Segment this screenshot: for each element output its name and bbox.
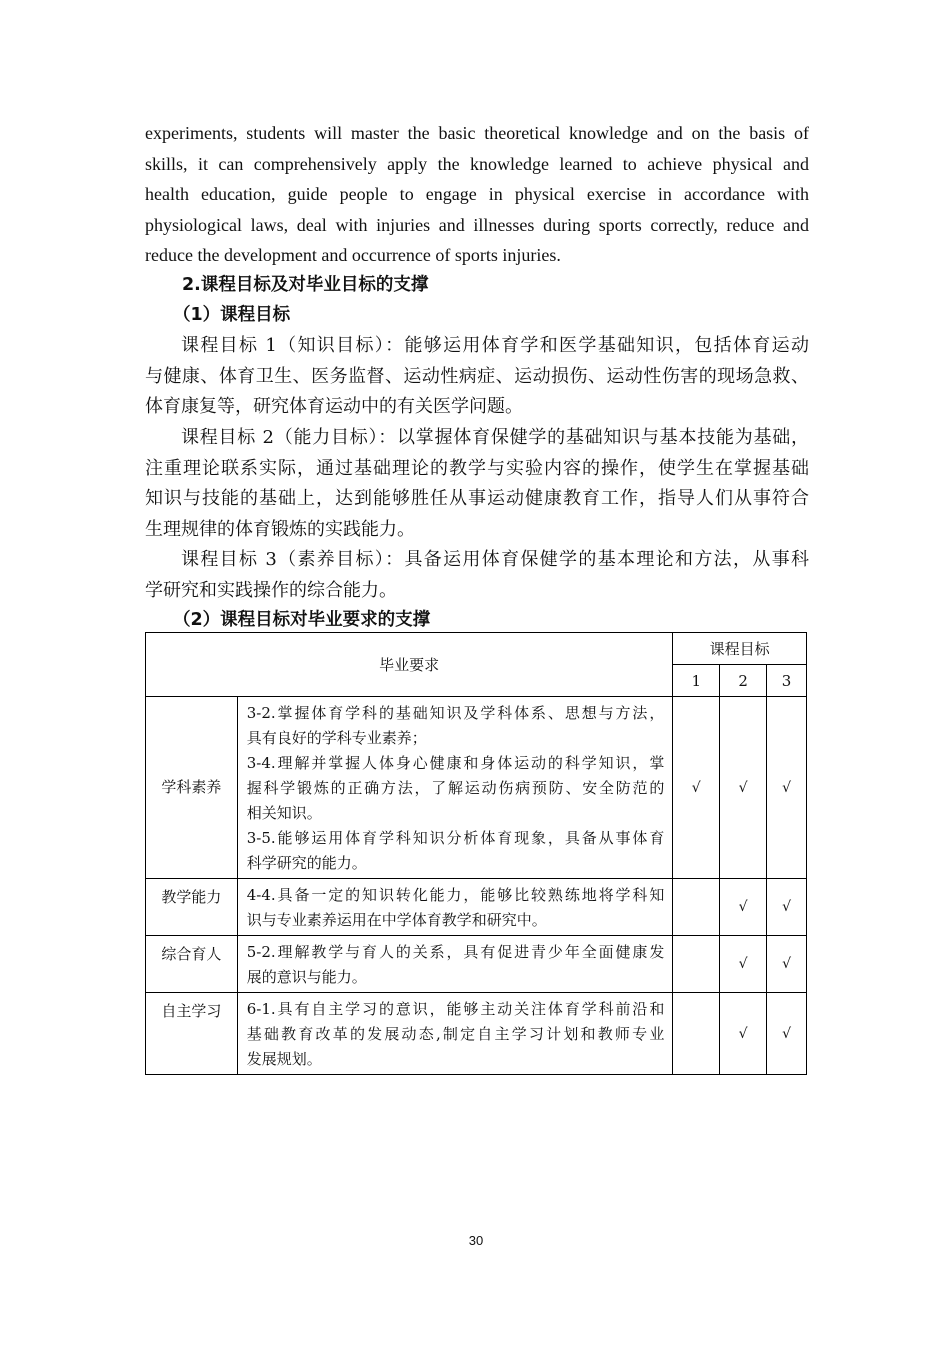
category-cell: 综合育人 [146, 936, 238, 993]
goal-2-paragraph [145, 423, 809, 545]
goal-3-line: 课程目标 3（素养目标）：具备运用体育保健学的基本理论和方法，从事科 [181, 549, 809, 570]
goal-3-paragraph [145, 545, 809, 606]
goal-2-line: 生理规律的体育锻炼的实践能力。 [145, 518, 415, 540]
table-header-row [146, 633, 807, 665]
category-cell: 学科素养 [146, 697, 238, 879]
category-cell: 自主学习 [146, 993, 238, 1075]
check-cell [673, 993, 720, 1075]
check-cell: √ [673, 697, 720, 879]
english-line: health education, guide people to engage in physical exercise in accordance with [145, 184, 809, 204]
requirement-line: 3-2.掌握体育学科的基础知识及学科体系、思想与方法， [246, 704, 665, 722]
goal-number: 2 [720, 665, 767, 697]
check-cell: √ [720, 879, 767, 936]
support-table [145, 632, 807, 1075]
header-requirement: 毕业要求 [146, 633, 673, 697]
goal-number: 1 [673, 665, 720, 697]
goal-2-line: 课程目标 2（能力目标）：以掌握体育保健学的基础知识与基本技能为基础， [181, 427, 809, 448]
requirement-line: 6-1.具有自主学习的意识，能够主动关注体育学科前沿和 [246, 1000, 665, 1018]
requirement-cell [237, 879, 673, 936]
category-cell: 教学能力 [146, 879, 238, 936]
check-cell: √ [720, 697, 767, 879]
requirement-line: 3-5.能够运用体育学科知识分析体育现象，具备从事体育 [246, 829, 665, 847]
goal-1-line: 体育康复等，研究体育运动中的有关医学问题。 [145, 396, 523, 417]
check-cell: √ [767, 879, 807, 936]
check-cell: √ [767, 697, 807, 879]
requirement-cell [237, 993, 673, 1075]
sub-heading-goals: （1）课程目标 [173, 305, 291, 325]
requirement-line: 基础教育改革的发展动态,制定自主学习计划和教师专业 [246, 1025, 665, 1043]
check-cell [673, 936, 720, 993]
check-cell [673, 879, 720, 936]
goal-2-line: 注重理论联系实际，通过基础理论的教学与实验内容的操作，使学生在掌握基础 [145, 457, 809, 479]
english-line: reduce the development and occurrence of sports injuries. [145, 245, 561, 265]
requirement-line: 识与专业素养运用在中学体育教学和研究中。 [246, 911, 547, 929]
check-cell: √ [720, 993, 767, 1075]
page-number: 30 [468, 1233, 484, 1248]
table-row [146, 936, 807, 993]
requirement-cell [237, 936, 673, 993]
requirement-line: 展的意识与能力。 [246, 968, 367, 986]
requirement-line: 握科学锻炼的正确方法，了解运动伤病预防、安全防范的 [246, 779, 665, 797]
header-goals: 课程目标 [673, 633, 807, 665]
english-line: physiological laws, deal with injuries and illnesses during sports correctly, reduce and [145, 214, 809, 235]
sub-heading-support: （2）课程目标对毕业要求的支撑 [173, 610, 431, 630]
check-cell: √ [767, 936, 807, 993]
goal-1-paragraph [145, 331, 809, 423]
english-line: experiments, students will master the basic theoretical knowledge and on the basis of [145, 123, 809, 143]
requirement-cell [237, 697, 673, 879]
table-row [146, 697, 807, 879]
requirement-line: 具有良好的学科专业素养； [246, 729, 427, 747]
section-heading: 2.课程目标及对毕业目标的支撑 [182, 275, 429, 295]
table-row [146, 993, 807, 1075]
goal-number: 3 [767, 665, 807, 697]
requirement-line: 相关知识。 [246, 804, 322, 822]
english-line: skills, it can comprehensively apply the knowledge learned to achieve physical and [145, 153, 809, 174]
goal-1-line: 课程目标 1（知识目标）：能够运用体育学和医学基础知识，包括体育运动 [181, 335, 809, 356]
requirement-line: 4-4.具备一定的知识转化能力，能够比较熟练地将学科知 [246, 886, 665, 904]
check-cell: √ [720, 936, 767, 993]
table-row [146, 879, 807, 936]
requirement-line: 5-2.理解教学与育人的关系，具有促进青少年全面健康发 [246, 943, 665, 961]
english-paragraph [145, 118, 809, 271]
requirement-line: 科学研究的能力。 [246, 854, 367, 872]
goal-1-line: 与健康、体育卫生、医务监督、运动性病症、运动损伤、运动性伤害的现场急救、 [145, 365, 809, 387]
goal-2-line: 知识与技能的基础上，达到能够胜任从事运动健康教育工作，指导人们从事符合 [145, 488, 809, 509]
goal-3-line: 学研究和实践操作的综合能力。 [145, 579, 397, 601]
requirement-line: 发展规划。 [246, 1050, 322, 1068]
check-cell: √ [767, 993, 807, 1075]
requirement-line: 3-4.理解并掌握人体身心健康和身体运动的科学知识，掌 [246, 754, 665, 772]
